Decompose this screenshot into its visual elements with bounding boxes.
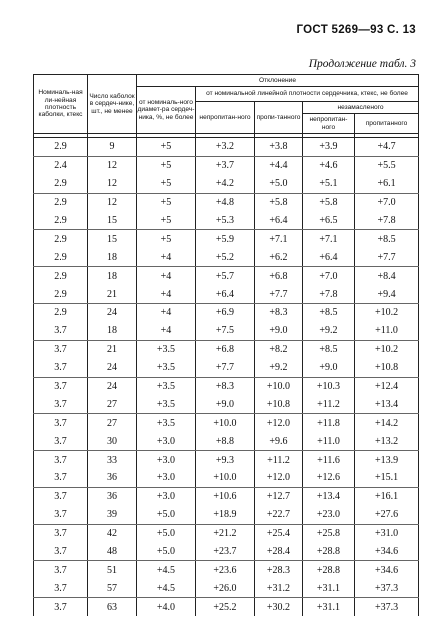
table-row (34, 359, 419, 377)
cell-deoiled-impregnated: +34.6 (355, 543, 419, 561)
cell-deoiled-unimpregnated: +11.0 (303, 432, 355, 450)
cell-unimpregnated: +10.0 (196, 414, 255, 432)
cell-deoiled-impregnated: +7.7 (355, 248, 419, 266)
cell-impregnated: +28.3 (255, 561, 303, 579)
header-deoiled-group: незамасленого (303, 102, 419, 114)
cell-unimpregnated: +7.5 (196, 322, 255, 340)
cell-nominal-density: 2.9 (34, 304, 88, 322)
cell-nominal-density: 2.9 (34, 285, 88, 303)
cell-unimpregnated: +4.2 (196, 175, 255, 193)
table-row (34, 267, 419, 285)
cell-yarn-count: 33 (88, 451, 137, 469)
cell-yarn-count: 27 (88, 395, 137, 413)
header-deviation-group: Отклонение (137, 75, 419, 87)
table-row (34, 451, 419, 469)
cell-yarn-count: 42 (88, 524, 137, 542)
cell-nominal-density: 3.7 (34, 524, 88, 542)
cell-impregnated: +31.2 (255, 579, 303, 597)
table-row (34, 543, 419, 561)
cell-impregnated: +12.0 (255, 469, 303, 487)
cell-deoiled-impregnated: +14.2 (355, 414, 419, 432)
cell-diameter-deviation: +5 (137, 175, 196, 193)
cell-unimpregnated: +10.0 (196, 469, 255, 487)
table-row (34, 377, 419, 395)
cell-diameter-deviation: +5 (137, 193, 196, 211)
table-row (34, 579, 419, 597)
cell-impregnated: +12.0 (255, 414, 303, 432)
cell-diameter-deviation: +3.0 (137, 432, 196, 450)
cell-nominal-density: 3.7 (34, 487, 88, 505)
cell-yarn-count: 12 (88, 156, 137, 174)
cell-unimpregnated: +5.2 (196, 248, 255, 266)
cell-diameter-deviation: +3.5 (137, 395, 196, 413)
table-row (34, 561, 419, 579)
cell-yarn-count: 27 (88, 414, 137, 432)
cell-deoiled-unimpregnated: +7.1 (303, 230, 355, 248)
cell-yarn-count: 36 (88, 469, 137, 487)
cell-unimpregnated: +8.3 (196, 377, 255, 395)
cell-unimpregnated: +6.9 (196, 304, 255, 322)
cell-deoiled-unimpregnated: +7.0 (303, 267, 355, 285)
cell-diameter-deviation: +4.5 (137, 561, 196, 579)
page-header: ГОСТ 5269—93 С. 13 (296, 24, 416, 36)
cell-deoiled-impregnated: +31.0 (355, 524, 419, 542)
header-unimpregnated: непропитан-ного (196, 102, 255, 134)
cell-yarn-count: 12 (88, 175, 137, 193)
cell-diameter-deviation: +3.5 (137, 414, 196, 432)
cell-unimpregnated: +9.0 (196, 395, 255, 413)
cell-impregnated: +9.2 (255, 359, 303, 377)
cell-deoiled-unimpregnated: +31.1 (303, 579, 355, 597)
cell-deoiled-unimpregnated: +6.4 (303, 248, 355, 266)
cell-diameter-deviation: +4.5 (137, 579, 196, 597)
cell-nominal-density: 3.7 (34, 579, 88, 597)
table-row (34, 432, 419, 450)
cell-diameter-deviation: +4 (137, 267, 196, 285)
cell-unimpregnated: +7.7 (196, 359, 255, 377)
cell-deoiled-impregnated: +7.0 (355, 193, 419, 211)
cell-deoiled-impregnated: +8.4 (355, 267, 419, 285)
cell-deoiled-impregnated: +27.6 (355, 506, 419, 524)
cell-impregnated: +6.4 (255, 212, 303, 230)
cell-deoiled-impregnated: +10.2 (355, 304, 419, 322)
table-row (34, 469, 419, 487)
cell-nominal-density: 2.9 (34, 212, 88, 230)
cell-deoiled-unimpregnated: +5.1 (303, 175, 355, 193)
cell-yarn-count: 51 (88, 561, 137, 579)
cell-diameter-deviation: +4 (137, 322, 196, 340)
table-row (34, 304, 419, 322)
cell-diameter-deviation: +4 (137, 304, 196, 322)
table-row (34, 414, 419, 432)
table-row (34, 598, 419, 616)
table-row (34, 175, 419, 193)
cell-yarn-count: 24 (88, 359, 137, 377)
cell-nominal-density: 2.9 (34, 267, 88, 285)
table-row (34, 395, 419, 413)
cell-impregnated: +8.2 (255, 340, 303, 358)
cell-diameter-deviation: +5 (137, 138, 196, 157)
cell-impregnated: +5.8 (255, 193, 303, 211)
cell-deoiled-impregnated: +37.3 (355, 598, 419, 616)
cell-impregnated: +9.0 (255, 322, 303, 340)
cell-yarn-count: 18 (88, 267, 137, 285)
cell-yarn-count: 57 (88, 579, 137, 597)
cell-deoiled-unimpregnated: +28.8 (303, 561, 355, 579)
cell-impregnated: +5.0 (255, 175, 303, 193)
cell-nominal-density: 3.7 (34, 469, 88, 487)
cell-deoiled-unimpregnated: +11.8 (303, 414, 355, 432)
cell-nominal-density: 2.9 (34, 138, 88, 157)
cell-impregnated: +28.4 (255, 543, 303, 561)
cell-yarn-count: 24 (88, 304, 137, 322)
cell-unimpregnated: +10.6 (196, 487, 255, 505)
table-row (34, 285, 419, 303)
cell-deoiled-unimpregnated: +7.8 (303, 285, 355, 303)
cell-nominal-density: 2.9 (34, 193, 88, 211)
deviation-table (33, 74, 419, 616)
cell-nominal-density: 3.7 (34, 322, 88, 340)
cell-impregnated: +25.4 (255, 524, 303, 542)
cell-deoiled-impregnated: +4.7 (355, 138, 419, 157)
cell-deoiled-unimpregnated: +3.9 (303, 138, 355, 157)
table-row (34, 524, 419, 542)
cell-unimpregnated: +25.2 (196, 598, 255, 616)
cell-nominal-density: 3.7 (34, 543, 88, 561)
header-yarn-count: Число каболок в сердеч-нике, шт., не менее (88, 75, 137, 134)
cell-deoiled-impregnated: +34.6 (355, 561, 419, 579)
cell-nominal-density: 2.9 (34, 175, 88, 193)
table-row (34, 212, 419, 230)
table-row (34, 193, 419, 211)
cell-diameter-deviation: +5 (137, 230, 196, 248)
cell-impregnated: +10.8 (255, 395, 303, 413)
table-row (34, 138, 419, 157)
cell-yarn-count: 39 (88, 506, 137, 524)
cell-yarn-count: 15 (88, 230, 137, 248)
cell-diameter-deviation: +5.0 (137, 543, 196, 561)
cell-diameter-deviation: +3.5 (137, 359, 196, 377)
cell-yarn-count: 15 (88, 212, 137, 230)
table-row (34, 230, 419, 248)
cell-impregnated: +6.2 (255, 248, 303, 266)
cell-unimpregnated: +23.6 (196, 561, 255, 579)
cell-impregnated: +11.2 (255, 451, 303, 469)
cell-diameter-deviation: +3.5 (137, 340, 196, 358)
cell-yarn-count: 30 (88, 432, 137, 450)
cell-unimpregnated: +5.7 (196, 267, 255, 285)
cell-diameter-deviation: +5.0 (137, 524, 196, 542)
cell-yarn-count: 21 (88, 340, 137, 358)
cell-diameter-deviation: +3.0 (137, 469, 196, 487)
cell-deoiled-impregnated: +11.0 (355, 322, 419, 340)
cell-impregnated: +7.7 (255, 285, 303, 303)
cell-impregnated: +4.4 (255, 156, 303, 174)
cell-diameter-deviation: +4 (137, 248, 196, 266)
cell-nominal-density: 3.7 (34, 451, 88, 469)
cell-nominal-density: 3.7 (34, 561, 88, 579)
cell-nominal-density: 3.7 (34, 340, 88, 358)
cell-deoiled-impregnated: +13.9 (355, 451, 419, 469)
cell-nominal-density: 2.9 (34, 230, 88, 248)
cell-unimpregnated: +9.3 (196, 451, 255, 469)
cell-nominal-density: 2.9 (34, 248, 88, 266)
cell-diameter-deviation: +3.0 (137, 451, 196, 469)
cell-deoiled-unimpregnated: +10.3 (303, 377, 355, 395)
cell-yarn-count: 48 (88, 543, 137, 561)
cell-impregnated: +22.7 (255, 506, 303, 524)
cell-deoiled-impregnated: +13.4 (355, 395, 419, 413)
cell-unimpregnated: +21.2 (196, 524, 255, 542)
cell-unimpregnated: +8.8 (196, 432, 255, 450)
cell-deoiled-impregnated: +37.3 (355, 579, 419, 597)
cell-nominal-density: 3.7 (34, 414, 88, 432)
cell-impregnated: +7.1 (255, 230, 303, 248)
cell-deoiled-impregnated: +7.8 (355, 212, 419, 230)
cell-impregnated: +30.2 (255, 598, 303, 616)
cell-deoiled-unimpregnated: +6.5 (303, 212, 355, 230)
cell-unimpregnated: +18.9 (196, 506, 255, 524)
table-row (34, 248, 419, 266)
cell-unimpregnated: +3.7 (196, 156, 255, 174)
cell-deoiled-unimpregnated: +13.4 (303, 487, 355, 505)
cell-diameter-deviation: +5 (137, 212, 196, 230)
header-deoiled-unimpregnated: непропитан-ного (303, 114, 355, 134)
header-linear-density-group: от номинальной линейной плотности сердечника, ктекс, не более (196, 87, 419, 102)
cell-yarn-count: 9 (88, 138, 137, 157)
cell-impregnated: +8.3 (255, 304, 303, 322)
cell-yarn-count: 12 (88, 193, 137, 211)
table-body (34, 138, 419, 617)
cell-deoiled-unimpregnated: +5.8 (303, 193, 355, 211)
cell-yarn-count: 18 (88, 322, 137, 340)
cell-unimpregnated: +23.7 (196, 543, 255, 561)
cell-yarn-count: 24 (88, 377, 137, 395)
cell-deoiled-impregnated: +12.4 (355, 377, 419, 395)
table-row (34, 322, 419, 340)
cell-yarn-count: 18 (88, 248, 137, 266)
cell-diameter-deviation: +4.0 (137, 598, 196, 616)
cell-impregnated: +3.8 (255, 138, 303, 157)
table-row (34, 506, 419, 524)
header-deoiled-impregnated: пропитанного (355, 114, 419, 134)
cell-unimpregnated: +3.2 (196, 138, 255, 157)
cell-deoiled-unimpregnated: +9.2 (303, 322, 355, 340)
cell-deoiled-unimpregnated: +12.6 (303, 469, 355, 487)
cell-unimpregnated: +26.0 (196, 579, 255, 597)
table-row (34, 340, 419, 358)
cell-deoiled-unimpregnated: +8.5 (303, 340, 355, 358)
cell-impregnated: +9.6 (255, 432, 303, 450)
cell-diameter-deviation: +3.0 (137, 487, 196, 505)
cell-diameter-deviation: +3.5 (137, 377, 196, 395)
cell-deoiled-impregnated: +15.1 (355, 469, 419, 487)
cell-deoiled-impregnated: +8.5 (355, 230, 419, 248)
cell-deoiled-impregnated: +16.1 (355, 487, 419, 505)
cell-deoiled-impregnated: +6.1 (355, 175, 419, 193)
cell-deoiled-impregnated: +10.2 (355, 340, 419, 358)
cell-nominal-density: 2.4 (34, 156, 88, 174)
cell-unimpregnated: +6.4 (196, 285, 255, 303)
cell-diameter-deviation: +4 (137, 285, 196, 303)
header-diameter-deviation: от номиналь-ного диамет-ра сердеч-ника, %, не более (137, 87, 196, 134)
cell-unimpregnated: +5.3 (196, 212, 255, 230)
cell-diameter-deviation: +5.0 (137, 506, 196, 524)
cell-deoiled-unimpregnated: +11.2 (303, 395, 355, 413)
cell-deoiled-unimpregnated: +8.5 (303, 304, 355, 322)
table-row (34, 487, 419, 505)
cell-deoiled-unimpregnated: +9.0 (303, 359, 355, 377)
header-nominal-linear-density: Номиналь-ная ли-нейная плотность каболки, ктекс (34, 75, 88, 134)
cell-deoiled-unimpregnated: +25.8 (303, 524, 355, 542)
header-impregnated: пропи-танного (255, 102, 303, 134)
cell-deoiled-impregnated: +13.2 (355, 432, 419, 450)
cell-impregnated: +6.8 (255, 267, 303, 285)
cell-impregnated: +12.7 (255, 487, 303, 505)
cell-impregnated: +10.0 (255, 377, 303, 395)
cell-deoiled-unimpregnated: +4.6 (303, 156, 355, 174)
cell-unimpregnated: +5.9 (196, 230, 255, 248)
cell-deoiled-impregnated: +10.8 (355, 359, 419, 377)
cell-deoiled-unimpregnated: +11.6 (303, 451, 355, 469)
cell-nominal-density: 3.7 (34, 377, 88, 395)
cell-yarn-count: 36 (88, 487, 137, 505)
cell-deoiled-impregnated: +9.4 (355, 285, 419, 303)
cell-yarn-count: 63 (88, 598, 137, 616)
cell-unimpregnated: +6.8 (196, 340, 255, 358)
cell-yarn-count: 21 (88, 285, 137, 303)
cell-deoiled-impregnated: +5.5 (355, 156, 419, 174)
table-continuation-label: Продолжение табл. 3 (308, 58, 416, 70)
table-row (34, 156, 419, 174)
cell-deoiled-unimpregnated: +31.1 (303, 598, 355, 616)
cell-deoiled-unimpregnated: +28.8 (303, 543, 355, 561)
cell-deoiled-unimpregnated: +23.0 (303, 506, 355, 524)
cell-unimpregnated: +4.8 (196, 193, 255, 211)
cell-nominal-density: 3.7 (34, 506, 88, 524)
cell-nominal-density: 3.7 (34, 432, 88, 450)
cell-diameter-deviation: +5 (137, 156, 196, 174)
cell-nominal-density: 3.7 (34, 359, 88, 377)
cell-nominal-density: 3.7 (34, 395, 88, 413)
cell-nominal-density: 3.7 (34, 598, 88, 616)
